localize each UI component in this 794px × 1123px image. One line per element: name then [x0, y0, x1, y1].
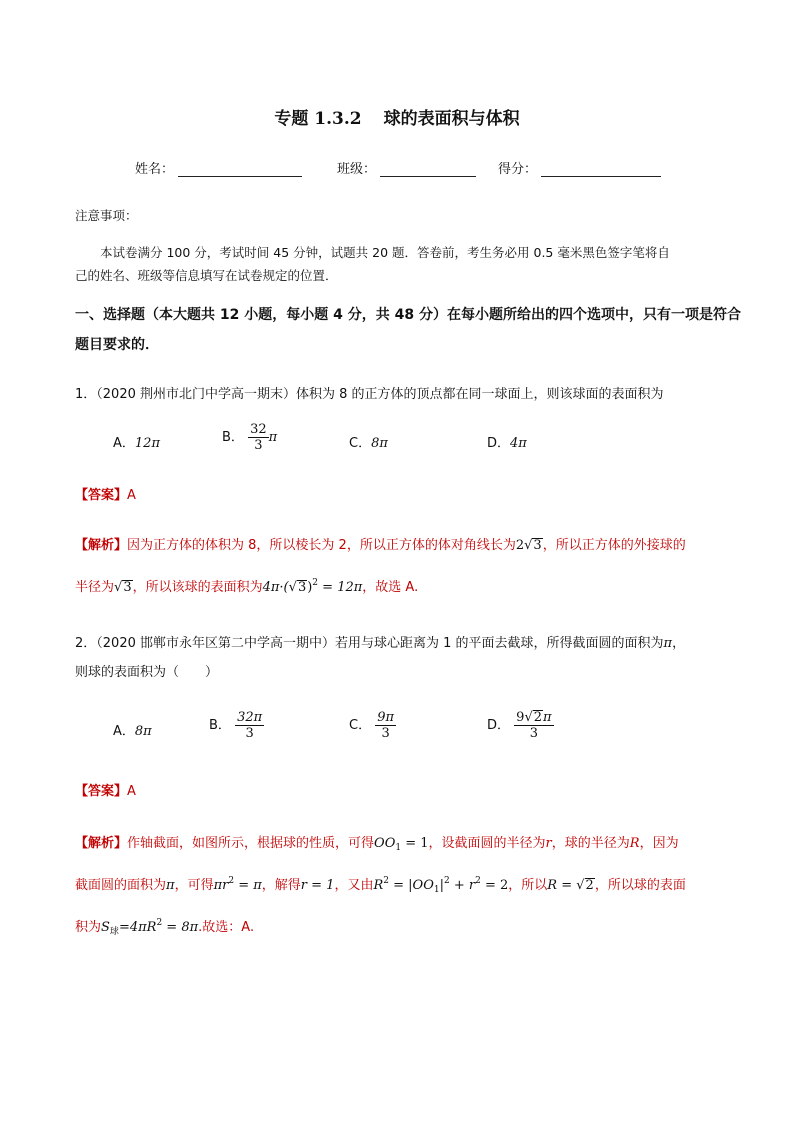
q1-option-b-pi: π — [268, 430, 278, 445]
q2-option-d-denominator: 3 — [529, 726, 538, 741]
q2-S-exp: 2 — [156, 918, 163, 928]
q2-option-d — [487, 710, 554, 741]
q2-option-c-fraction — [375, 710, 396, 741]
q1-diagonal-radicand: 3 — [533, 538, 542, 553]
q2-abs-oo1-sub: 1 — [433, 885, 440, 895]
q1-option-c-label: C． — [349, 436, 372, 451]
q2-abs-oo1: = |OO — [389, 878, 434, 893]
q2-option-a — [113, 720, 152, 739]
q2-option-a-value: 8π — [134, 724, 152, 739]
q2-S: S — [101, 920, 110, 935]
q2-plus-r-exp: 2 — [475, 876, 481, 886]
q1-option-a-value: 12π — [134, 436, 160, 451]
q1-analysis-line2: 半径为√3，所以该球的表面积为$4\pi\cdot(√3)^2 = 12\pi$，故选 A. — [75, 578, 419, 595]
q2-an-text8: ，又由 — [334, 878, 374, 893]
q1-analysis-line1: 【解析】因为正方体的体积为 8，所以棱长为 2，所以正方体的体对角线长为2√3，所以正方体的外接球的 — [75, 538, 686, 553]
q1-analysis-text3: 半径为 — [75, 580, 115, 595]
q2-an-text2: ，设截面圆的半径为 — [428, 836, 546, 851]
q2-option-d-radicand: 2 — [533, 710, 543, 725]
q1-option-b — [222, 422, 277, 453]
q2-stem-line1 — [75, 632, 685, 651]
notice-line1: 本试卷满分 100 分，考试时间 45 分钟，试题共 20 题．答卷前，考生务必用 0.5 毫米黑色签字笔将自 — [100, 245, 670, 260]
q2-an-text10: ，所以球的表面 — [594, 878, 686, 893]
q2-an-text9: ，所以 — [508, 878, 548, 893]
q1-area-result: = 12π — [318, 580, 363, 595]
q1-analysis-text5: ，故选 A. — [362, 580, 419, 595]
q2-R-radicand: 2 — [585, 878, 594, 893]
q2-answer — [75, 780, 136, 799]
notice-line2: 己的姓名、班级等信息填写在试卷规定的位置． — [75, 268, 338, 283]
q2-option-b — [209, 710, 264, 741]
q2-an-text7: ，解得 — [261, 878, 301, 893]
q2-option-b-label: B． — [209, 718, 231, 733]
q2-S-sub: 球 — [109, 927, 119, 937]
q1-area-exp: 2 — [312, 578, 319, 588]
q2-stem-text1: 2．（2020 邯郸市永年区第二中学高一期中）若用与球心距离为 1 的平面去截球，所得截面圆的面积为 — [75, 636, 664, 651]
q2-S-expr: =4πR — [118, 920, 157, 935]
q1-analysis-text1: 因为正方体的体积为 8，所以棱长为 2，所以正方体的体对角线长为 — [127, 538, 516, 553]
section-heading-line1: 一、选择题（本大题共 12 小题，每小题 4 分，共 48 分）在每小题所给出的四个选项中，只有一项是符合 — [75, 307, 741, 323]
q1-stem: 1．（2020 荆州市北门中学高一期末）体积为 8 的正方体的顶点都在同一球面上，则该球面的表面积为 — [75, 387, 664, 402]
q2-pir2: πr — [213, 878, 229, 893]
q2-R-var: R — [629, 836, 640, 851]
q2-answer-tag: 【答案】 — [75, 784, 128, 799]
q2-analysis-line2: 截面圆的面积为π，可得$\pi r^2 = \pi$，解得r = 1，又由$R^2 = |OO_1|^2 + r^2 = 2$，所以R = √2，所以球的表面 — [75, 876, 686, 895]
section-heading-line2: 题目要求的． — [75, 337, 159, 353]
q2-option-c-denominator: 3 — [381, 726, 390, 741]
q2-abs-bar: | — [439, 878, 444, 893]
q2-option-b-denominator: 3 — [245, 726, 254, 741]
name-field — [135, 158, 302, 177]
class-blank[interactable] — [380, 162, 476, 177]
q2-R2-exp: 2 — [383, 876, 389, 886]
q2-answer-value: A — [127, 784, 136, 799]
q2-an-text4: ，因为 — [639, 836, 679, 851]
score-label: 得分： — [498, 162, 538, 177]
q2-an-text6: ，可得 — [174, 878, 214, 893]
q1-answer-tag: 【答案】 — [75, 488, 128, 503]
q2-stem-line2: 则球的表面积为（ ） — [75, 665, 219, 680]
q2-oo1: OO — [374, 836, 396, 851]
score-blank[interactable] — [541, 162, 661, 177]
notice-heading: 注意事项： — [75, 208, 138, 223]
q1-option-a — [113, 432, 160, 451]
q2-analysis-tag: 【解析】 — [75, 836, 128, 851]
q2-stem-pi: π — [663, 636, 673, 651]
name-label: 姓名： — [135, 162, 175, 177]
q1-option-c — [349, 432, 388, 451]
q2-option-d-coef: 9 — [516, 710, 525, 725]
title-text: 球的表面积与体积 — [383, 109, 520, 129]
q1-option-b-denominator: 3 — [254, 438, 263, 453]
q2-analysis-line1 — [75, 832, 679, 853]
q1-radius-radicand: 3 — [123, 580, 132, 595]
q2-analysis-line3 — [75, 916, 254, 937]
q2-option-b-numerator: 32π — [237, 710, 263, 725]
q1-option-b-numerator: 32 — [250, 422, 267, 437]
q2-abs-exp: 2 — [443, 876, 450, 886]
title-prefix: 专题 1.3.2 — [274, 109, 362, 129]
q2-pir2-val: = π — [234, 878, 262, 893]
q2-option-d-label: D． — [487, 718, 511, 733]
class-label: 班级： — [337, 162, 377, 177]
q2-r-var: r — [545, 836, 552, 851]
score-field — [498, 158, 661, 177]
class-field — [337, 158, 476, 177]
q1-answer-value: A — [127, 488, 136, 503]
q1-option-b-label: B． — [222, 430, 244, 445]
q2-pi-1: π — [166, 878, 175, 893]
q1-analysis-tag: 【解析】 — [75, 538, 128, 553]
q1-option-d-label: D． — [487, 436, 511, 451]
q1-analysis-text4: ，所以该球的表面积为 — [132, 580, 263, 595]
q1-analysis-text2: ，所以正方体的外接球的 — [542, 538, 686, 553]
q2-option-c-numerator: 9π — [377, 710, 395, 725]
q1-area-radicand: 3 — [297, 580, 307, 595]
q2-R2: R — [373, 878, 384, 893]
q2-an-text5: 截面圆的面积为 — [75, 878, 167, 893]
q2-eq-2: = 2 — [480, 878, 509, 893]
q1-option-c-value: 8π — [371, 436, 388, 451]
q2-option-d-numerator: 9√2π — [516, 710, 552, 725]
q1-area-paren: ) — [307, 580, 313, 595]
q2-plus-r: + r — [449, 878, 476, 893]
q1-option-d — [487, 432, 527, 451]
name-blank[interactable] — [178, 162, 302, 177]
q2-pir2-exp: 2 — [228, 876, 235, 886]
q1-answer — [75, 484, 136, 503]
q1-option-b-fraction — [248, 422, 269, 453]
q1-area-expr-a: 4π·( — [262, 580, 289, 595]
q2-an-text3: ，球的半径为 — [551, 836, 630, 851]
q2-option-d-fraction — [514, 710, 553, 741]
q2-R-eq: R = — [547, 878, 577, 893]
q2-option-b-fraction — [235, 710, 264, 741]
q2-r-eq: r = 1 — [300, 878, 335, 893]
q1-option-d-value: 4π — [510, 436, 527, 451]
q2-option-c-label: C． — [349, 718, 372, 733]
q2-an-text12: .故选：A. — [198, 920, 255, 935]
q2-S-val: = 8π — [162, 920, 199, 935]
q2-option-a-label: A． — [113, 724, 135, 739]
q2-option-d-pi: π — [543, 710, 552, 725]
q2-oo1-sub: 1 — [395, 843, 402, 853]
q2-an-text11: 积为 — [75, 920, 102, 935]
q1-option-a-label: A． — [113, 436, 135, 451]
q2-option-c — [349, 710, 396, 741]
page-title — [0, 104, 794, 129]
q2-oo1-val: = 1 — [401, 836, 429, 851]
q1-diagonal-coef: 2 — [515, 538, 525, 553]
q2-stem-comma: ， — [672, 636, 686, 651]
q2-an-text1: 作轴截面，如图所示，根据球的性质，可得 — [127, 836, 375, 851]
